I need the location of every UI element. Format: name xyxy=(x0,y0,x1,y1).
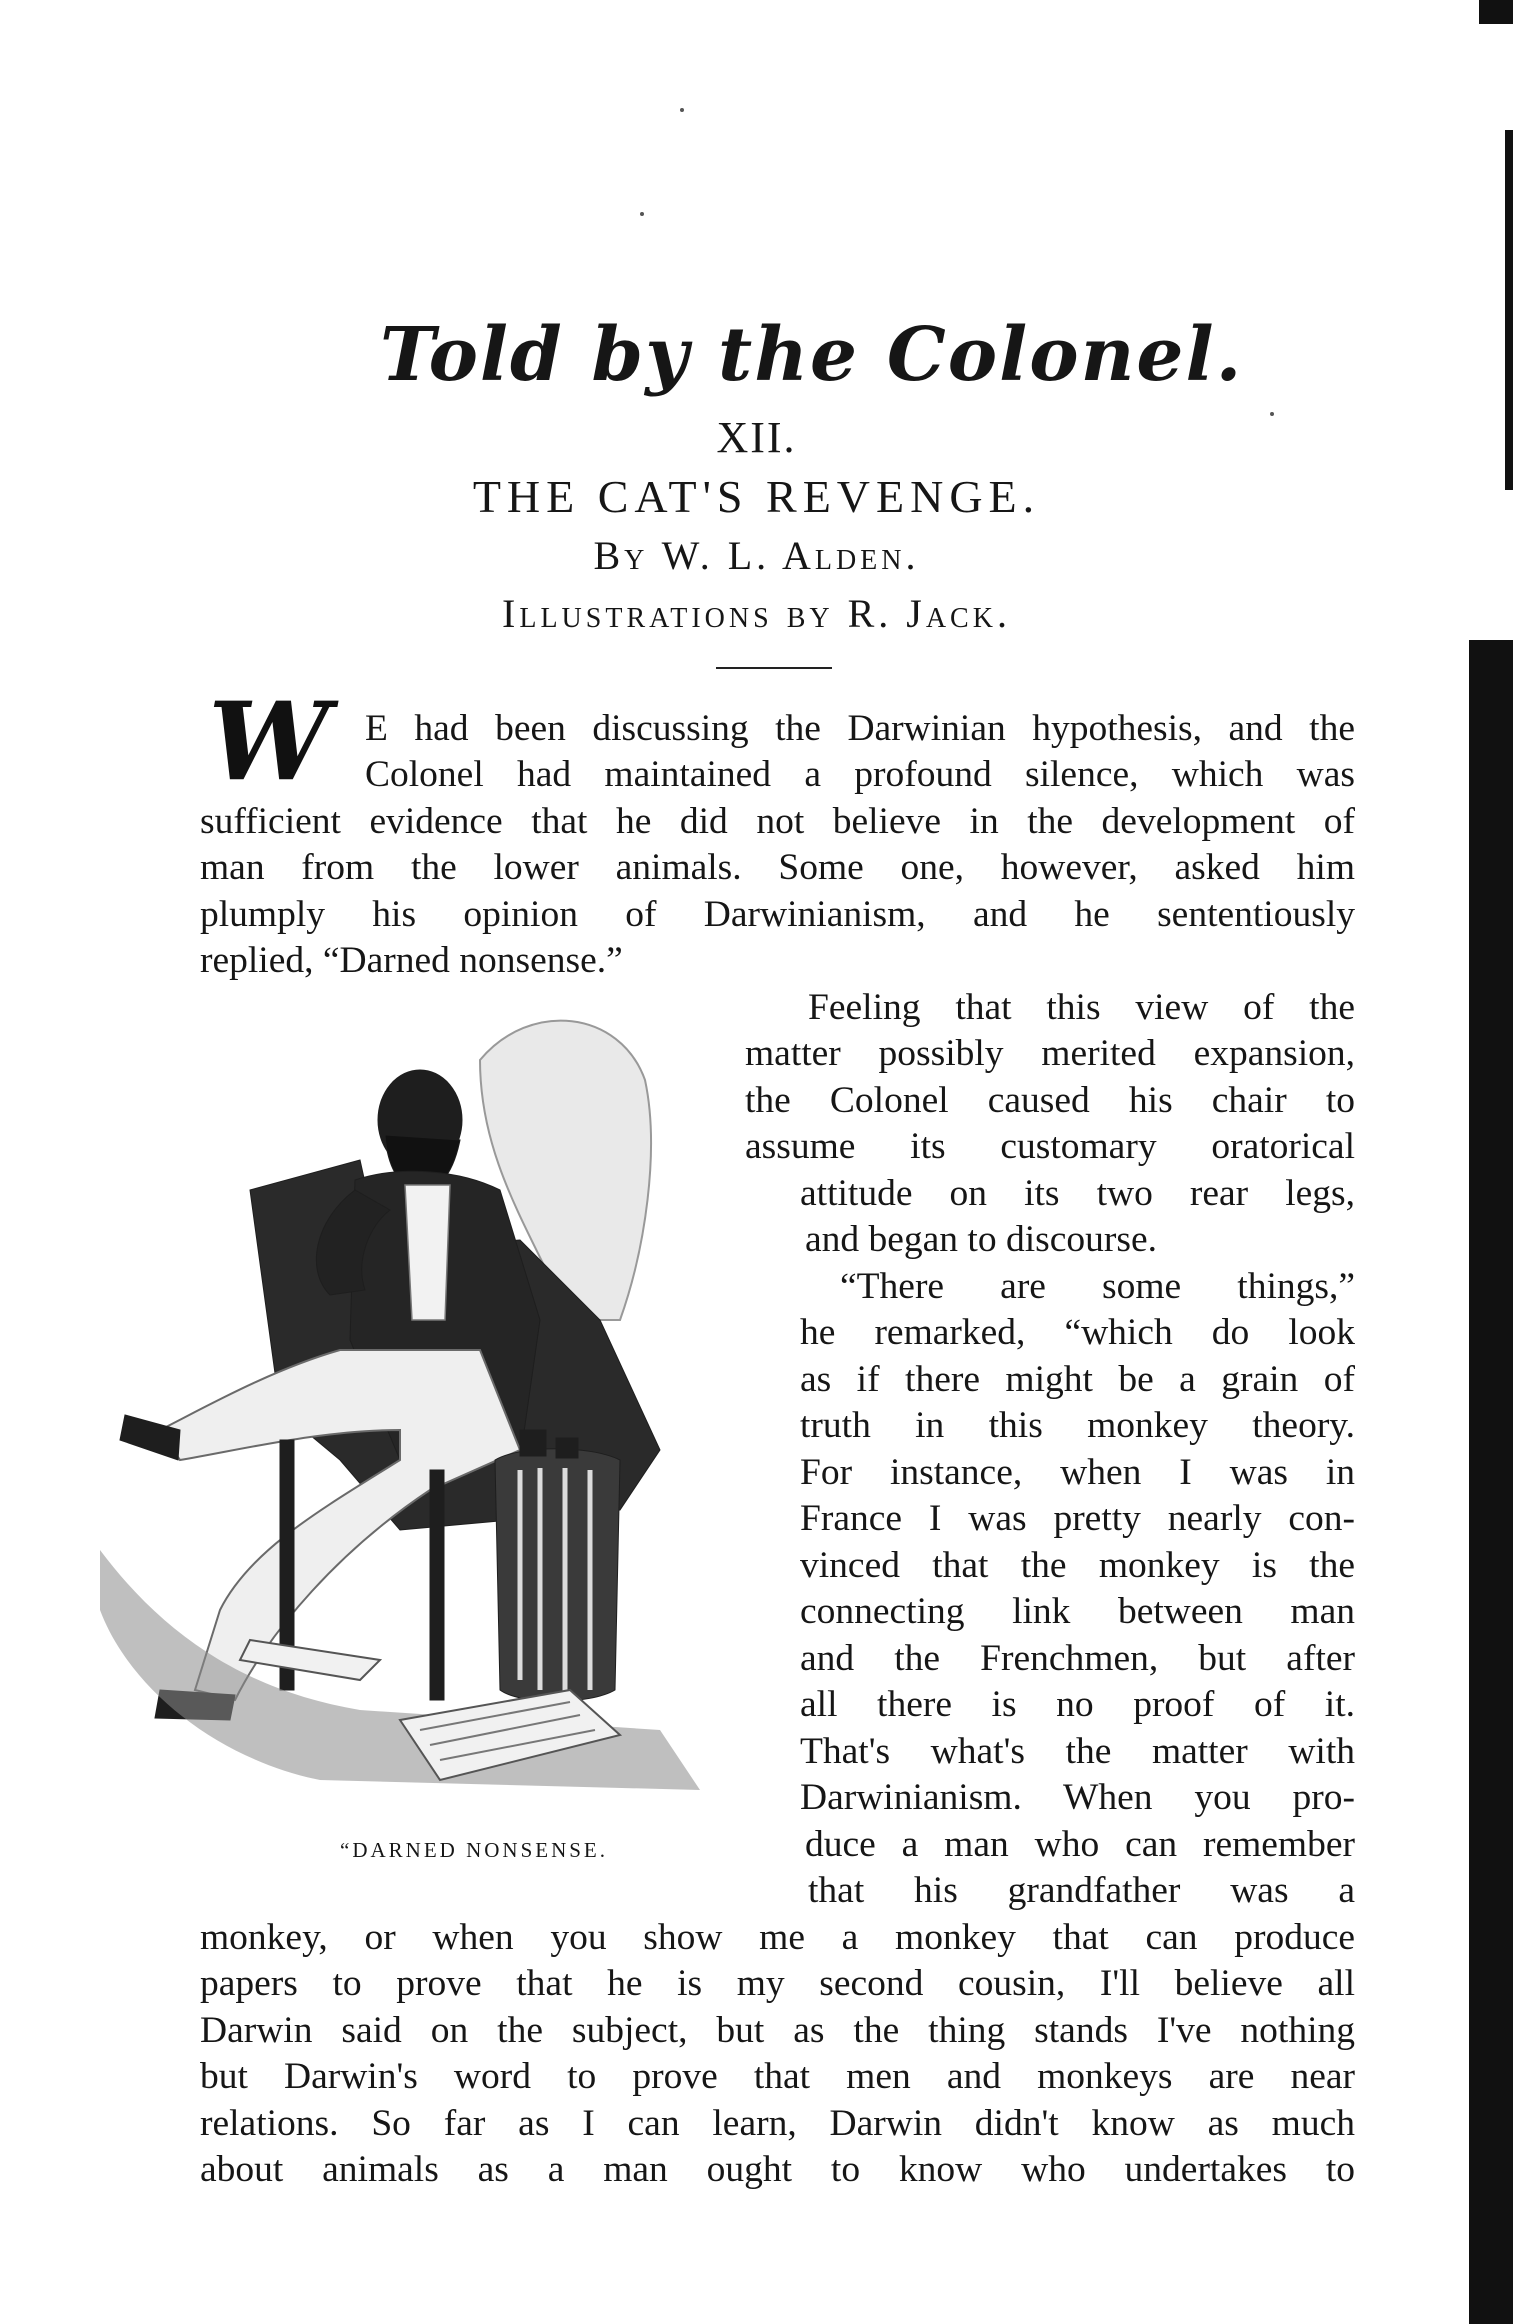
body-line: the Colonel caused his chair to xyxy=(745,1080,1355,1121)
body-line: “There are some things,” xyxy=(840,1266,1355,1307)
scan-edge-top xyxy=(1479,0,1513,24)
body-line: assume its customary oratorical xyxy=(745,1126,1355,1167)
body-line: monkey, or when you show me a monkey that can produce xyxy=(200,1917,1355,1958)
colonel-illustration xyxy=(100,990,800,1820)
body-line: duce a man who can remember xyxy=(805,1824,1355,1865)
body-line: man from the lower animals. Some one, however, asked him xyxy=(200,847,1355,888)
body-line: E had been discussing the Darwinian hypothesis, and the xyxy=(365,708,1355,749)
body-line: as if there might be a grain of xyxy=(800,1359,1355,1400)
body-line: vinced that the monkey is the xyxy=(800,1545,1355,1586)
body-line: that his grandfather was a xyxy=(808,1870,1355,1911)
body-line: and the Frenchmen, but after xyxy=(800,1638,1355,1679)
ink-bottle xyxy=(556,1438,578,1458)
body-line: relations. So far as I can learn, Darwin didn't know as much xyxy=(200,2103,1355,2144)
illustrations-credit: Illustrations by R. Jack. xyxy=(502,591,1011,636)
body-line: For instance, when I was in xyxy=(800,1452,1355,1493)
series-title: Told by the Colonel. xyxy=(380,312,1244,398)
body-line: all there is no proof of it. xyxy=(800,1684,1355,1725)
colonel-legs xyxy=(160,1350,520,1700)
body-line: Feeling that this view of the xyxy=(808,987,1355,1028)
colonel-shirt xyxy=(405,1185,450,1320)
body-line: about animals as a man ought to know who undertakes to xyxy=(200,2149,1355,2190)
colonel-shoe xyxy=(120,1415,180,1460)
title-rule xyxy=(716,667,832,669)
body-line: matter possibly merited expansion, xyxy=(745,1033,1355,1074)
body-line: attitude on its two rear legs, xyxy=(800,1173,1355,1214)
illustration-caption: “DARNED NONSENSE. xyxy=(340,1838,608,1862)
scan-edge-lower xyxy=(1469,640,1513,2324)
scan-speck xyxy=(640,212,644,216)
body-line: Colonel had maintained a profound silence, which was xyxy=(365,754,1355,795)
body-line: sufficient evidence that he did not believe in the development of xyxy=(200,801,1355,842)
body-line: he remarked, “which do look xyxy=(800,1312,1355,1353)
body-line: papers to prove that he is my second cousin, I'll believe all xyxy=(200,1963,1355,2004)
body-line: France I was pretty nearly con- xyxy=(800,1498,1355,1539)
author-byline: By W. L. Alden. xyxy=(593,533,920,578)
body-line: Darwin said on the subject, but as the thing stands I've nothing xyxy=(200,2010,1355,2051)
ink-bottle xyxy=(520,1430,546,1456)
story-title: THE CAT'S REVENGE. xyxy=(472,471,1041,522)
drop-cap: W xyxy=(208,679,330,805)
body-line: replied, “Darned nonsense.” xyxy=(200,940,623,981)
newspaper xyxy=(240,1640,380,1680)
body-line: connecting link between man xyxy=(800,1591,1355,1632)
body-line: truth in this monkey theory. xyxy=(800,1405,1355,1446)
body-line: but Darwin's word to prove that men and monkeys are near xyxy=(200,2056,1355,2097)
body-line: Darwinianism. When you pro- xyxy=(800,1777,1355,1818)
scan-speck xyxy=(680,108,684,112)
body-line: and began to discourse. xyxy=(805,1219,1157,1260)
body-line: That's what's the matter with xyxy=(800,1731,1355,1772)
body-line: plumply his opinion of Darwinianism, and he sententiously xyxy=(200,894,1355,935)
chair-leg xyxy=(430,1470,444,1700)
side-table xyxy=(495,1449,620,1702)
chapter-numeral: XII. xyxy=(716,413,797,462)
